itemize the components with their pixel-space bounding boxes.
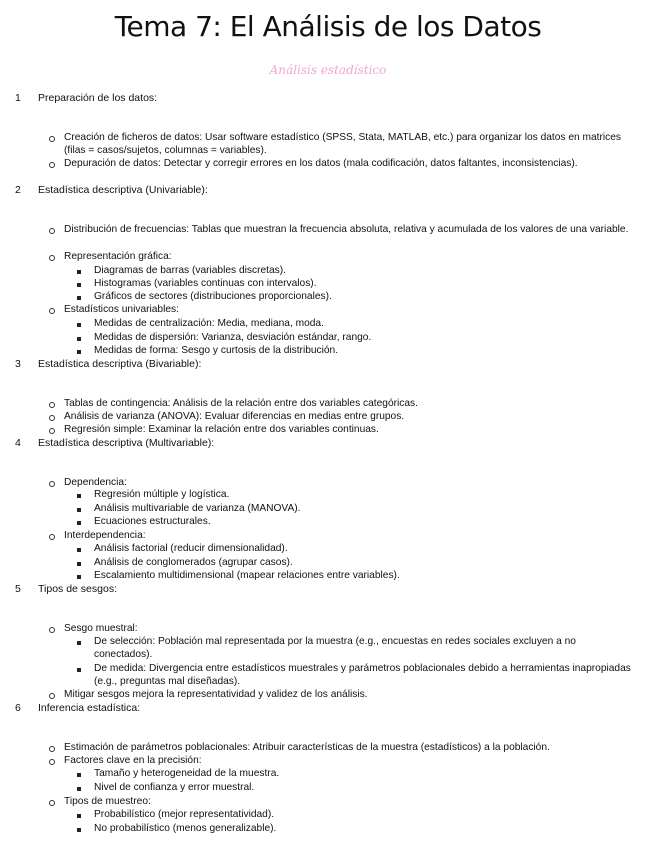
section-title: Estadística descriptiva (Multivariable): [38,437,215,449]
item-lead: Análisis factorial (reducir dimensionalidad). [94,543,288,554]
item-text: Media, mediana, moda. [214,318,324,329]
item-lead: Análisis de conglomerados (agrupar casos). [94,557,293,568]
item-lead: Probabilístico [94,809,156,820]
list-item [64,224,636,237]
sub-list-item [94,636,636,661]
section-title: Preparación de los datos: [38,92,158,104]
item-lead: Análisis multivariable de varianza (MANOVA). [94,503,301,514]
sub-list-item [94,332,636,345]
square-bullet-icon [77,350,81,354]
bullet-icon [49,428,55,434]
sub-list-item [94,489,636,502]
list-item [64,530,636,543]
item-lead: Análisis de varianza (ANOVA): [64,411,202,422]
square-bullet-icon [77,828,81,832]
bullet-icon [49,308,55,314]
square-bullet-icon [77,337,81,341]
bullet-icon [49,255,55,261]
square-bullet-icon [77,508,81,512]
item-text: Examinar la relación entre dos variables continuas. [145,424,379,435]
item-text: Usar software estadístico (SPSS, Stata, MATLAB, etc.) para organizar los datos en matrices (filas = casos/sujetos, columnas = variables). [64,132,621,156]
bullet-icon [49,534,55,540]
list-item [64,477,636,490]
item-lead: Representación gráfica: [64,251,172,262]
item-lead: De medida: [94,663,147,674]
bullet-icon [49,759,55,765]
sub-list-item [94,782,636,795]
item-text: Detectar y corregir errores en los datos (mala codificación, datos faltantes, inconsistencias). [160,158,578,169]
item-text: Varianza, desviación estándar, rango. [198,332,372,343]
item-lead: Interdependencia: [64,530,146,541]
item-lead: No probabilístico [94,823,170,834]
item-text: (distribuciones proporcionales). [187,291,332,302]
list-item [64,132,636,157]
square-bullet-icon [77,283,81,287]
bullet-icon [49,228,55,234]
item-lead: Gráficos de sectores [94,291,188,302]
square-bullet-icon [77,787,81,791]
square-bullet-icon [77,521,81,525]
item-lead: Distribución de frecuencias: [64,224,190,235]
item-text: Evaluar diferencias en medias entre grupos. [201,411,405,422]
section-title: Estadística descriptiva (Univariable): [38,184,208,196]
section-number: 3 [15,358,21,370]
section-title: Inferencia estadística: [38,702,141,714]
sub-list-item [94,663,636,688]
list-item [64,689,636,702]
sub-list-item [94,809,636,822]
sub-list-item [94,265,636,278]
item-lead: Tipos de muestreo: [64,796,151,807]
bullet-icon [49,481,55,487]
page-subtitle: Análisis estadístico [269,63,387,77]
square-bullet-icon [77,773,81,777]
item-lead: Sesgo muestral: [64,623,138,634]
sub-list-item [94,823,636,836]
section-number: 4 [15,437,21,449]
item-text: Población mal representada por la muestra (e.g., encuestas en redes sociales excluyen a no conectados). [94,636,576,660]
square-bullet-icon [77,548,81,552]
item-text: (variables discretas). [189,265,286,276]
list-item [64,398,636,411]
list-item [64,304,636,317]
item-text: Atribuir características de la muestra (estadísticos) a la población. [250,742,550,753]
item-text: Sesgo y curtosis de la distribución. [178,345,339,356]
item-text: (variables continuas con intervalos). [151,278,317,289]
item-lead: Dependencia: [64,477,127,488]
item-lead: Escalamiento multidimensional (mapear relaciones entre variables). [94,570,400,581]
list-item [64,796,636,809]
bullet-icon [49,415,55,421]
item-lead: Regresión múltiple y logística. [94,489,230,500]
item-text: (mejor representatividad). [155,809,275,820]
item-lead: Tablas de contingencia: [64,398,171,409]
square-bullet-icon [77,668,81,672]
list-item [64,251,636,264]
square-bullet-icon [77,270,81,274]
sub-list-item [94,516,636,529]
sub-list-item [94,318,636,331]
section-title: Tipos de sesgos: [38,583,117,595]
item-lead: Depuración de datos: [64,158,161,169]
square-bullet-icon [77,814,81,818]
list-item [64,742,636,755]
item-lead: Tamaño y heterogeneidad de la muestra. [94,768,280,779]
list-item [64,755,636,768]
page-title: Tema 7: El Análisis de los Datos [114,10,542,43]
sub-list-item [94,291,636,304]
item-lead: Nivel de confianza y error muestral. [94,782,255,793]
item-lead: De selección: [94,636,156,647]
item-text: Divergencia entre estadísticos muestrales y parámetros poblacionales debido a herramientas inapropiadas (e.g., preguntas mal diseñadas). [94,663,631,687]
list-item [64,411,636,424]
bullet-icon [49,746,55,752]
square-bullet-icon [77,575,81,579]
item-lead: Factores clave en la precisión: [64,755,202,766]
item-text: (menos generalizable). [169,823,277,834]
item-lead: Estimación de parámetros poblacionales: [64,742,251,753]
item-lead: Estadísticos univariables: [64,304,179,315]
square-bullet-icon [77,562,81,566]
sub-list-item [94,768,636,781]
item-lead: Diagramas de barras [94,265,190,276]
square-bullet-icon [77,296,81,300]
sub-list-item [94,503,636,516]
item-lead: Regresión simple: [64,424,146,435]
section-number: 5 [15,583,21,595]
square-bullet-icon [77,641,81,645]
section-number: 1 [15,92,21,104]
item-lead: Mitigar sesgos mejora la representatividad y validez de los análisis. [64,689,368,700]
item-lead: Medidas de centralización: [94,318,215,329]
bullet-icon [49,800,55,806]
sub-list-item [94,557,636,570]
sub-list-item [94,345,636,358]
sub-list-item [94,543,636,556]
item-lead: Ecuaciones estructurales. [94,516,211,527]
section-number: 6 [15,702,21,714]
bullet-icon [49,402,55,408]
section-title: Estadística descriptiva (Bivariable): [38,358,202,370]
item-lead: Medidas de forma: [94,345,179,356]
sub-list-item [94,278,636,291]
item-lead: Creación de ficheros de datos: [64,132,203,143]
section-number: 2 [15,184,21,196]
list-item [64,424,636,437]
bullet-icon [49,627,55,633]
bullet-icon [49,162,55,168]
item-text: Tablas que muestran la frecuencia absoluta, relativa y acumulada de los valores de una variable. [189,224,629,235]
square-bullet-icon [77,323,81,327]
list-item [64,158,636,171]
bullet-icon [49,693,55,699]
square-bullet-icon [77,494,81,498]
item-lead: Histogramas [94,278,152,289]
bullet-icon [49,136,55,142]
item-text: Análisis de la relación entre dos variables categóricas. [170,398,418,409]
list-item [64,623,636,636]
item-lead: Medidas de dispersión: [94,332,199,343]
sub-list-item [94,570,636,583]
